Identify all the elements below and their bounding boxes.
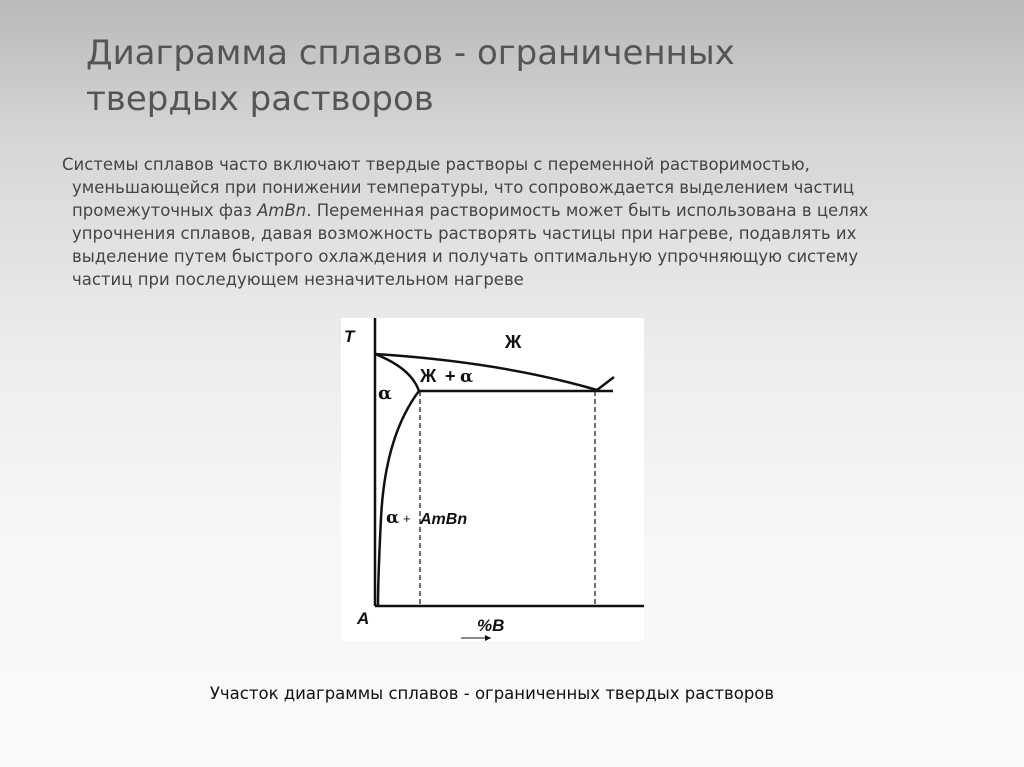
- body-line-6: частиц при последующем незначительном нагреве: [72, 270, 524, 289]
- slide-title-line-1: Диаграмма сплавов - ограниченных: [86, 33, 735, 73]
- body-line-3-pre: промежуточных фаз: [72, 201, 258, 220]
- body-line-4: упрочнения сплавов, давая возможность растворять частицы при нагреве, подавлять их: [72, 224, 857, 243]
- body-line-2: уменьшающейся при понижении температуры, что сопровождается выделением частиц: [72, 178, 855, 197]
- body-line-3: [62, 199, 968, 222]
- label-alpha-plus-phase-alpha: α: [386, 508, 400, 528]
- label-alpha-region: α: [378, 383, 392, 404]
- composition-arrow-head: [485, 635, 491, 641]
- label-composition-axis: %B: [477, 616, 505, 635]
- body-phase-name: AmBn: [257, 201, 307, 220]
- label-liquid-plus-alpha-plus: +: [445, 366, 456, 386]
- label-alpha-plus-phase-name: AmBn: [420, 511, 468, 528]
- body-line-3-post: . Переменная растворимость может быть использована в целях: [306, 201, 869, 220]
- figure-caption: [0, 684, 1024, 703]
- label-liquid-region: Ж: [505, 332, 522, 352]
- figure-caption-text: Участок диаграммы сплавов - ограниченных твердых растворов: [209, 684, 775, 703]
- label-temperature-axis: T: [344, 327, 355, 346]
- body-paragraph: [62, 153, 968, 291]
- phase-diagram: [341, 318, 644, 641]
- solvus-curve: [378, 391, 419, 606]
- slide-title: [86, 30, 946, 122]
- label-liquid-plus-alpha-alpha: α: [460, 367, 474, 387]
- body-line-5: выделение путем быстрого охлаждения и получать оптимальную упрочняющую систему: [72, 247, 859, 266]
- label-alpha-plus-phase-plus: +: [403, 511, 411, 526]
- label-liquid-plus-alpha-liquid: Ж: [420, 366, 437, 386]
- liquidus-curve: [375, 354, 614, 390]
- body-line-1: Системы сплавов часто включают твердые растворы с переменной растворимостью,: [62, 155, 810, 174]
- slide-title-line-2: твердых растворов: [86, 79, 434, 119]
- phase-diagram-svg: [341, 318, 644, 641]
- label-origin-a: A: [357, 609, 370, 628]
